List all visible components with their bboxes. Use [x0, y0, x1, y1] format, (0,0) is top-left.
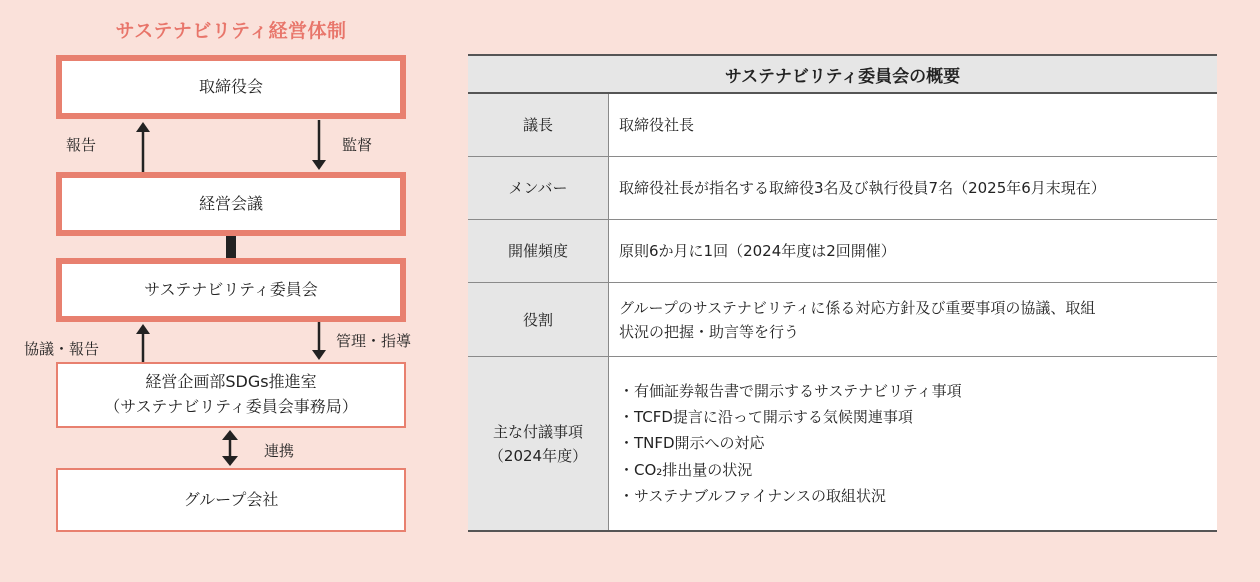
chair-value: 取締役社長: [619, 116, 695, 134]
row-label: 役割: [468, 283, 609, 356]
list-item: ・CO₂排出量の状況: [619, 460, 753, 479]
role-value-line2: 状況の把握・助言等を行う: [619, 322, 800, 341]
committee-box: [56, 258, 406, 322]
agenda-list: [619, 378, 1207, 509]
list-item: ・TCFD提言に沿って開示する気候関連事項: [619, 408, 913, 427]
org-chart-title: サステナビリティ経営体制: [115, 20, 347, 42]
row-label: 開催頻度: [468, 220, 609, 282]
row-value: [609, 94, 1217, 156]
group-companies-box: [56, 468, 406, 532]
management-meeting-label: 経営会議: [198, 193, 263, 213]
management-meeting-box: [56, 172, 406, 236]
table-row: [468, 357, 1217, 530]
down-arrow-icon: [309, 120, 329, 172]
manage-guide-label: 管理・指導: [336, 332, 412, 350]
row-value: [609, 357, 1217, 530]
list-item: ・有価証券報告書で開示するサステナビリティ事項: [619, 381, 962, 400]
down-arrow-icon: [309, 322, 329, 362]
row-label: メンバー: [468, 157, 609, 219]
supervise-label: 監督: [342, 136, 373, 154]
committee-overview-table: [468, 54, 1217, 532]
frequency-value: 原則6か月に1回（2024年度は2回開催）: [619, 242, 896, 260]
role-value-line1: グループのサステナビリティに係る対応方針及び重要事項の協議、取組: [619, 298, 1096, 317]
members-value: 取締役社長が指名する取締役3名及び執行役員7名（2025年6月末現在）: [619, 179, 1106, 197]
row-value: [609, 157, 1217, 219]
row-value: [609, 220, 1217, 282]
list-item: ・サステナブルファイナンスの取組状況: [619, 486, 887, 505]
agenda-label-line2: （2024年度）: [488, 446, 588, 465]
up-arrow-icon: [133, 120, 153, 172]
row-label: 議長: [468, 94, 609, 156]
row-label: [468, 357, 609, 530]
table-row: [468, 283, 1217, 357]
double-arrow-icon: [219, 428, 241, 468]
board-label: 取締役会: [198, 76, 263, 96]
table-title: サステナビリティ委員会の概要: [468, 56, 1217, 94]
report-label: 報告: [66, 136, 97, 154]
list-item: ・TNFD開示への対応: [619, 434, 765, 453]
group-companies-label: グループ会社: [183, 489, 279, 509]
sdgs-office-box: [56, 362, 406, 428]
discuss-report-label: 協議・報告: [24, 340, 100, 358]
table-row: [468, 220, 1217, 283]
committee-label: サステナビリティ委員会: [144, 279, 318, 299]
cooperation-label: 連携: [264, 442, 295, 460]
agenda-label-line1: 主な付議事項: [492, 422, 583, 441]
up-arrow-icon: [133, 322, 153, 362]
table-row: [468, 157, 1217, 220]
table-row: [468, 94, 1217, 157]
row-value: [609, 283, 1217, 356]
sdgs-office-line1: 経営企画部SDGs推進室: [145, 372, 317, 392]
sdgs-office-line2: （サステナビリティ委員会事務局）: [104, 397, 358, 416]
board-box: [56, 55, 406, 119]
